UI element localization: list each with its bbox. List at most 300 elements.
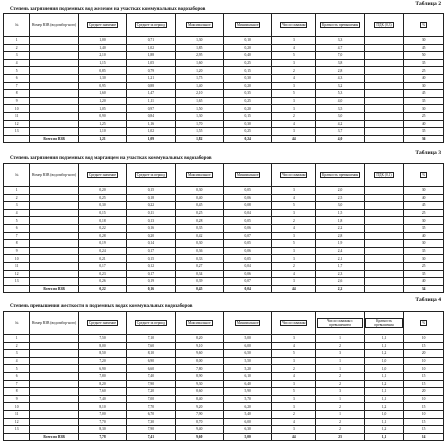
table-cell: 0,30 [223,74,271,82]
column-header [175,14,223,37]
table-cell: 2 [316,426,364,434]
table-cell: 9,20 [175,403,223,411]
table-cell: 1,0 [364,365,404,373]
table-cell: 2,5 [316,194,364,202]
table-cell: 7,0 [316,52,364,60]
table-cell: 10 [404,395,444,403]
table-cell: 10 [4,403,30,411]
table-cell: 45 [404,44,444,52]
table-cell: 6,90 [78,365,126,373]
column-header-label: № [14,173,19,177]
column-header [78,14,126,37]
total-cell: 9,60 [175,433,223,441]
table-cell: 3 [272,97,316,105]
column-header [127,312,175,335]
table-cell: 10 [4,255,30,263]
table-cell: 1,1 [364,388,404,396]
table-row [4,44,444,52]
table-row [4,112,444,120]
table-cell: 3 [4,350,30,358]
table-cell: 2 [272,365,316,373]
table-cell [364,128,404,136]
table-cell: 4 [272,270,316,278]
column-header [175,312,223,335]
table-cell: 30 [404,187,444,195]
table-cell: 1 [316,410,364,418]
table-cell: 1,30 [78,74,126,82]
table-cell: 15 [404,418,444,426]
column-header [175,164,223,187]
total-cell: 0,24 [223,135,271,143]
table-cell: 4 [4,357,30,365]
table-cell: 5 [4,365,30,373]
table-cell: 0,15 [127,255,175,263]
table-cell: 6 [4,74,30,82]
table-cell: 3,8 [316,59,364,67]
total-cell: Всего по ВЗВ [30,135,78,143]
table-cell: 9,30 [175,380,223,388]
column-header-label: ПДК (0,1) [376,173,392,177]
table-row [4,365,444,373]
table-cell [30,403,78,411]
column-header-label: % [422,23,426,27]
column-header [4,312,30,335]
table-cell: 7,90 [175,410,223,418]
table-cell: 30 [404,217,444,225]
table-cell: 0,05 [223,217,271,225]
table-cell: 1,65 [175,97,223,105]
table-cell: 7,40 [127,372,175,380]
table-cell: 1,1 [364,342,404,350]
table-cell: 2 [272,217,316,225]
column-header [364,312,404,335]
table-cell [364,194,404,202]
table-cell: 1,0 [364,357,404,365]
table-cell: 4,0 [316,97,364,105]
table-row [4,202,444,210]
column-header-label: Среднее значение [88,173,117,177]
table-cell: 1,1 [364,372,404,380]
table-cell: 0,30 [175,240,223,248]
table-cell: 3 [272,335,316,343]
table-cell: 8,20 [78,380,126,388]
table-cell: 9 [4,97,30,105]
table-number: Таблица 3 [415,150,441,156]
table-cell: 0,25 [223,97,271,105]
table-cell: 7 [4,232,30,240]
table-cell: 0,20 [127,232,175,240]
table-cell [30,120,78,128]
table-cell: 2,0 [316,187,364,195]
total-cell: 1,82 [175,135,223,143]
table-cell: 11 [4,262,30,270]
table-cell: 1,11 [127,97,175,105]
table-cell: 4 [4,209,30,217]
table-cell: 1,75 [175,74,223,82]
table-cell: 3 [272,105,316,113]
table-cell [30,357,78,365]
column-header-label: Среднее за период [136,23,165,27]
table-cell: 4 [272,224,316,232]
table-cell: 1,50 [175,105,223,113]
table-cell: 1,25 [78,120,126,128]
table-cell [30,270,78,278]
table-cell [364,247,404,255]
total-cell: 7,78 [78,433,126,441]
table-cell: 0,18 [78,217,126,225]
table-cell: 7,70 [78,418,126,426]
table-cell: 1,16 [127,120,175,128]
total-cell: 0,16 [127,285,175,293]
table-row [4,380,444,388]
table-cell [364,232,404,240]
table-cell [30,365,78,373]
total-cell [4,433,30,441]
total-cell: 23 [316,433,364,441]
table-cell: 45 [404,90,444,98]
table-row [4,37,444,45]
table-cell: 2,2 [316,224,364,232]
table-cell: 15 [404,403,444,411]
table-cell [30,232,78,240]
table-cell: 0,30 [175,187,223,195]
table-cell: 9,10 [175,342,223,350]
table-cell: 15 [404,380,444,388]
table-cell: 40 [404,278,444,286]
table-cell: 0,22 [127,202,175,210]
table-cell [30,202,78,210]
table-cell: 1,9 [316,240,364,248]
total-cell: Всего по ВЗВ [30,285,78,293]
table-cell [364,187,404,195]
table-cell: 7,60 [127,342,175,350]
table-cell: 2,3 [316,270,364,278]
table-cell: 0,35 [175,224,223,232]
table-cell: 7,50 [78,335,126,343]
table-cell: 2,4 [316,247,364,255]
table-row [4,350,444,358]
table-cell [30,224,78,232]
column-header-label: Среднее значение [88,23,117,27]
table-cell: 3 [272,278,316,286]
table-number: Таблица 2 [415,1,441,7]
table-cell: 9 [4,247,30,255]
column-header [127,164,175,187]
table-cell: 8,10 [78,403,126,411]
table-cell: 10 [4,105,30,113]
table-cell: 6,90 [127,357,175,365]
table-cell: 8,50 [78,350,126,358]
table-cell: 6,60 [127,365,175,373]
table-cell: 2 [316,403,364,411]
table-cell: 9,40 [175,426,223,434]
table-cell: 1,8 [316,217,364,225]
table-cell: 6,70 [127,410,175,418]
table-title: Степень загрязнения подземных вод марганцем на участках коммунальных водозаборов [10,156,212,161]
table-cell: 6,00 [223,342,271,350]
table-cell [30,342,78,350]
table-row [4,187,444,195]
table-cell: 1,30 [175,112,223,120]
table-cell: 2 [316,372,364,380]
column-header [404,164,444,187]
table-cell: 0,17 [78,262,126,270]
column-header [316,164,364,187]
total-cell [364,285,404,293]
table-cell: 5,90 [223,388,271,396]
column-header [272,312,316,335]
table-cell: 13 [4,426,30,434]
table-cell [30,52,78,60]
table-cell: 1,1 [364,395,404,403]
column-header-label: ПДК (0,3) [376,23,392,27]
table-cell: 6,00 [223,418,271,426]
table-cell: 1,2 [364,426,404,434]
table-cell: 3 [272,380,316,388]
table-cell [364,270,404,278]
table-cell: 4 [272,372,316,380]
table-cell [30,209,78,217]
table-row [4,217,444,225]
table-cell: 1 [316,395,364,403]
table-cell: 8 [4,90,30,98]
table-cell: 2 [272,262,316,270]
table-cell: 8,00 [78,342,126,350]
table-cell: 25 [404,112,444,120]
table-cell: 5,3 [316,90,364,98]
table-cell: 13 [4,128,30,136]
table-cell: 2,10 [175,90,223,98]
table-cell: 5 [272,52,316,60]
table-row [4,74,444,82]
table-cell: 3,5 [316,105,364,113]
table-cell: 0,25 [78,194,126,202]
table-cell: 0,28 [175,217,223,225]
table-cell: 1,47 [127,90,175,98]
table-cell: 5,50 [223,357,271,365]
table-cell: 0,06 [223,224,271,232]
table-cell: 6 [4,372,30,380]
table-cell: 0,19 [78,240,126,248]
table-cell: 0,20 [223,82,271,90]
table-row [4,278,444,286]
table-cell: 6,10 [223,372,271,380]
table-cell: 0,79 [127,67,175,75]
table-cell: 5 [4,67,30,75]
table-number: Таблица 4 [415,297,441,303]
table-cell: 1 [316,357,364,365]
table-cell: 8,90 [175,372,223,380]
table-cell [364,97,404,105]
table-cell: 0,71 [127,37,175,45]
table-cell: 3 [272,426,316,434]
table-cell: 10 [404,357,444,365]
table-cell [30,240,78,248]
table-cell: 1 [4,37,30,45]
table-cell: 3,0 [316,112,364,120]
table-cell [30,418,78,426]
column-header-label: № [14,23,19,27]
table-cell: 6,30 [223,426,271,434]
column-header-label: Номер ВЗВ (водозабор-ного) [31,173,77,177]
total-cell: 0,45 [175,285,223,293]
table-cell [30,410,78,418]
table-cell: 3 [316,350,364,358]
table-cell: 25 [404,67,444,75]
column-header-label: Минимальное [236,23,259,27]
table-cell: 5,20 [223,365,271,373]
table-cell: 0,30 [223,120,271,128]
total-cell: 44 [272,433,316,441]
table-cell: 1 [4,335,30,343]
table-cell: 0,06 [223,194,271,202]
table-row [4,52,444,60]
column-header [272,14,316,37]
column-header [127,14,175,37]
table-row [4,372,444,380]
table-cell: 1,05 [127,59,175,67]
table-cell: 3,2 [316,82,364,90]
table-cell: 0,14 [127,240,175,248]
table-cell: 2 [272,410,316,418]
table-cell: 0,40 [223,52,271,60]
table-row [4,247,444,255]
table-cell: 40 [404,194,444,202]
table-cell: 0,07 [223,232,271,240]
column-header-label: Максимальное [187,321,211,325]
table-cell: 15 [404,342,444,350]
table-cell: 0,85 [78,67,126,75]
table-cell: 7 [4,82,30,90]
table-row [4,262,444,270]
table-row [4,342,444,350]
table-cell: 12 [4,120,30,128]
table-cell: 0,84 [127,112,175,120]
table-cell: 1 [316,335,364,343]
table-cell [364,255,404,263]
column-header-label: Кратность превышения [322,173,359,177]
table-cell: 1,60 [175,59,223,67]
table-row [4,388,444,396]
table-cell: 4,2 [316,120,364,128]
total-cell: 14 [404,433,444,441]
table-cell: 1,15 [78,59,126,67]
table-cell: 40 [404,120,444,128]
table-cell: 1,1 [364,418,404,426]
table-header-row [4,14,444,37]
data-table [3,163,444,293]
table-cell: 2 [4,194,30,202]
table-cell: 3 [272,82,316,90]
table-cell: 6 [4,224,30,232]
table-cell: 5 [272,388,316,396]
table-cell [364,90,404,98]
table-cell: 6,40 [223,380,271,388]
table-row [4,90,444,98]
table-cell: 3 [272,247,316,255]
data-table [3,13,444,143]
table-cell [30,426,78,434]
table-cell: 0,33 [175,255,223,263]
table-cell: 25 [404,209,444,217]
table-cell: 3 [272,59,316,67]
table-cell: 0,13 [127,217,175,225]
table-cell: 0,35 [223,90,271,98]
table-cell [364,202,404,210]
table-cell: 30 [404,37,444,45]
column-header [404,14,444,37]
table-cell: 7,40 [78,395,126,403]
table-cell: 50 [404,52,444,60]
table-cell: 0,24 [78,247,126,255]
table-cell: 1,02 [127,128,175,136]
table-cell: 3 [4,52,30,60]
table-cell: 4,3 [316,74,364,82]
table-cell: 7,10 [127,335,175,343]
table-cell: 3 [4,202,30,210]
table-cell: 1,88 [127,52,175,60]
table-cell: 0,08 [223,202,271,210]
column-header-label: % [422,321,426,325]
table-cell: 4 [272,74,316,82]
table-cell: 7,30 [127,418,175,426]
column-header [78,312,126,335]
table-cell: 0,20 [223,105,271,113]
total-cell: 44 [272,285,316,293]
table-row [4,224,444,232]
table-cell: 40 [404,232,444,240]
table-cell [364,67,404,75]
table-section-1 [0,0,447,146]
table-cell: 3 [272,403,316,411]
table-row [4,209,444,217]
column-header [4,14,30,37]
column-header [30,312,78,335]
table-cell: 3 [272,187,316,195]
column-header [223,164,271,187]
table-cell: 0,25 [175,209,223,217]
table-cell [30,395,78,403]
table-cell: 20 [404,350,444,358]
table-cell [30,82,78,90]
table-cell: 0,27 [175,262,223,270]
table-cell [364,105,404,113]
total-cell: 0,04 [223,285,271,293]
table-cell: 0,15 [223,112,271,120]
table-row [4,270,444,278]
table-row [4,418,444,426]
table-cell: 3,3 [316,37,364,45]
table-cell: 3 [272,128,316,136]
column-header [78,164,126,187]
table-cell: 12 [4,418,30,426]
table-cell: 2,8 [316,232,364,240]
table-cell: 0,06 [223,247,271,255]
table-cell: 0,36 [175,247,223,255]
table-row [4,395,444,403]
table-cell: 9,60 [175,350,223,358]
table-cell: 2 [316,380,364,388]
table-cell: 15 [404,372,444,380]
table-cell: 1,60 [78,90,126,98]
table-cell: 1,5 [316,209,364,217]
table-cell: 35 [404,128,444,136]
table-cell: 5,70 [223,395,271,403]
table-row [4,255,444,263]
table-row [4,194,444,202]
table-cell: 0,25 [223,128,271,136]
table-cell: 11 [4,112,30,120]
